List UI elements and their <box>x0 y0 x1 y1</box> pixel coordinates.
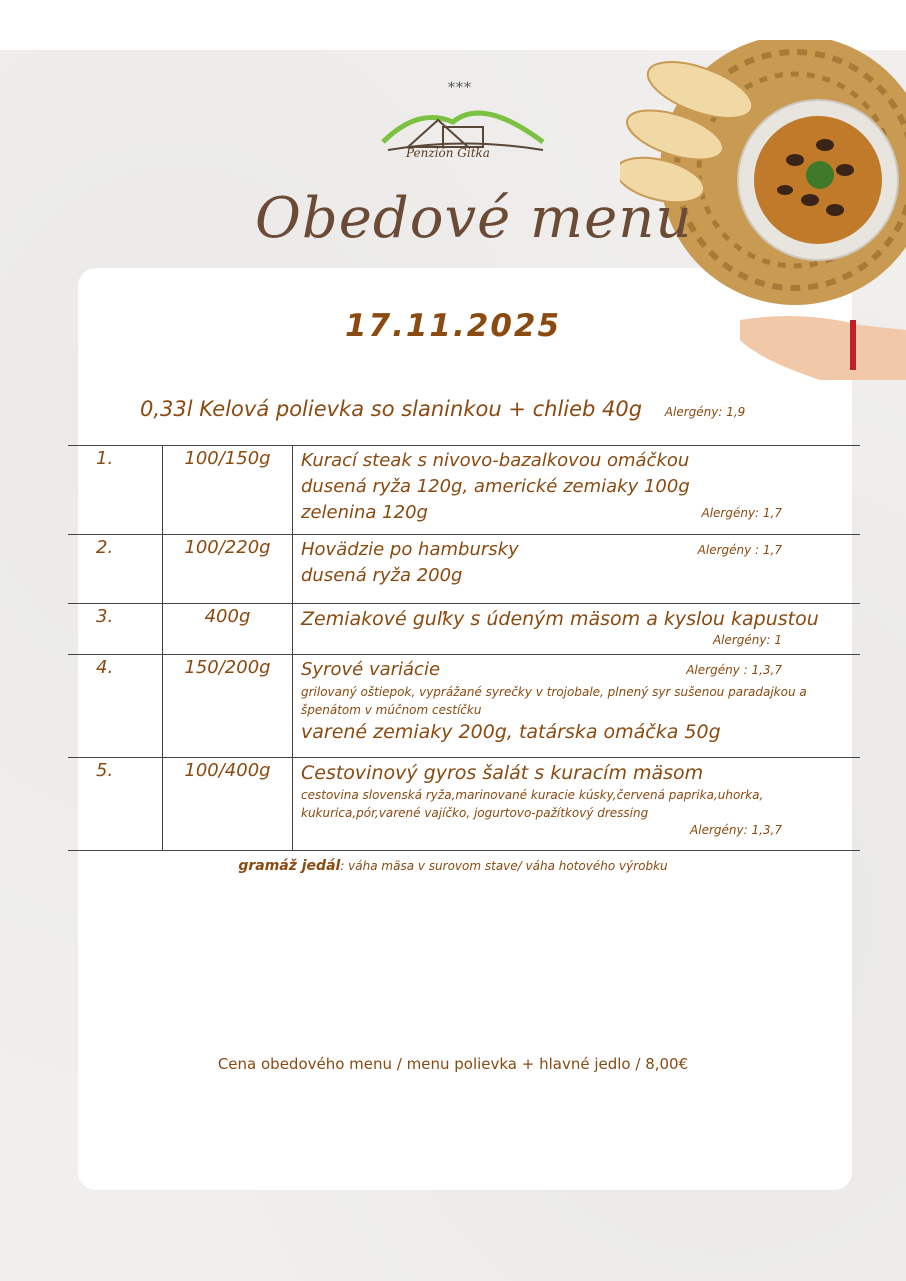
menu-table <box>68 445 860 851</box>
dish-line-text: Hovädzie po hambursky <box>301 539 519 560</box>
dish-line: dusená ryža 200g <box>301 565 463 586</box>
item-allergens: Alergény: 1 <box>712 633 782 647</box>
item-dish <box>293 758 861 851</box>
logo-stars: *** <box>448 80 472 96</box>
menu-row <box>68 446 860 535</box>
menu-price: Cena obedového menu / menu polievka + hlavné jedlo / 8,00€ <box>217 1055 689 1073</box>
item-dish <box>293 446 861 535</box>
item-dish <box>293 655 861 758</box>
menu-row <box>68 655 860 758</box>
item-weight: 100/400g <box>163 758 293 851</box>
dish-description: cestovina slovenská ryža,marinované kuracie kúsky,červená paprika,uhorka, kukurica,pór,varené vajíčko, jogurtovo-pažítkový dressing <box>301 788 764 820</box>
weight-note-text: : váha mäsa v surovom stave/ váha hotového výrobku <box>340 859 668 873</box>
item-allergens: Alergény: 1,3,7 <box>690 823 782 837</box>
dish-sides: varené zemiaky 200g, tatárska omáčka 50g <box>301 721 721 743</box>
dish-title: Cestovinový gyros šalát s kuracím mäsom <box>301 762 704 784</box>
item-number: 2. <box>68 535 163 604</box>
menu-row <box>68 604 860 655</box>
item-dish <box>293 604 861 655</box>
item-number: 1. <box>68 446 163 535</box>
item-number: 3. <box>68 604 163 655</box>
dish-description: grilovaný oštiepok, vyprážané syrečky v trojobale, plnený syr sušenou paradajkou a špenátom v múčnom cestíčku <box>301 685 807 717</box>
dish-title <box>301 657 852 683</box>
pension-logo <box>378 80 548 172</box>
dish-line <box>301 537 852 563</box>
weight-note <box>0 858 906 874</box>
item-weight: 150/200g <box>163 655 293 758</box>
menu-row <box>68 535 860 604</box>
item-weight: 400g <box>163 604 293 655</box>
soup-text: 0,33l Kelová polievka so slaninkou + chlieb 40g <box>140 397 643 421</box>
logo-name: Penzión Gitka <box>406 146 490 160</box>
item-weight: 100/150g <box>163 446 293 535</box>
soup-line <box>140 397 745 421</box>
page-title: Obedové menu <box>255 186 693 251</box>
item-allergens: Alergény : 1,7 <box>697 543 782 557</box>
menu-date: 17.11.2025 <box>344 308 562 344</box>
menu-row <box>68 758 860 851</box>
dish-line <box>301 500 852 526</box>
item-number: 4. <box>68 655 163 758</box>
item-allergens: Alergény : 1,3,7 <box>686 663 782 677</box>
dish-line: Kurací steak s nivovo-bazalkovou omáčkou <box>301 450 690 471</box>
dish-line: dusená ryža 120g, americké zemiaky 100g <box>301 476 690 497</box>
item-weight: 100/220g <box>163 535 293 604</box>
weight-note-label: gramáž jedál <box>238 858 341 874</box>
item-number: 5. <box>68 758 163 851</box>
dish-title-text: Syrové variácie <box>301 659 441 680</box>
item-dish <box>293 535 861 604</box>
soup-allergens: Alergény: 1,9 <box>664 405 746 419</box>
dish-line: Zemiakové guľky s údeným mäsom a kyslou kapustou <box>301 608 819 630</box>
item-allergens: Alergény: 1,7 <box>701 506 782 520</box>
dish-line-text: zelenina 120g <box>301 502 428 523</box>
